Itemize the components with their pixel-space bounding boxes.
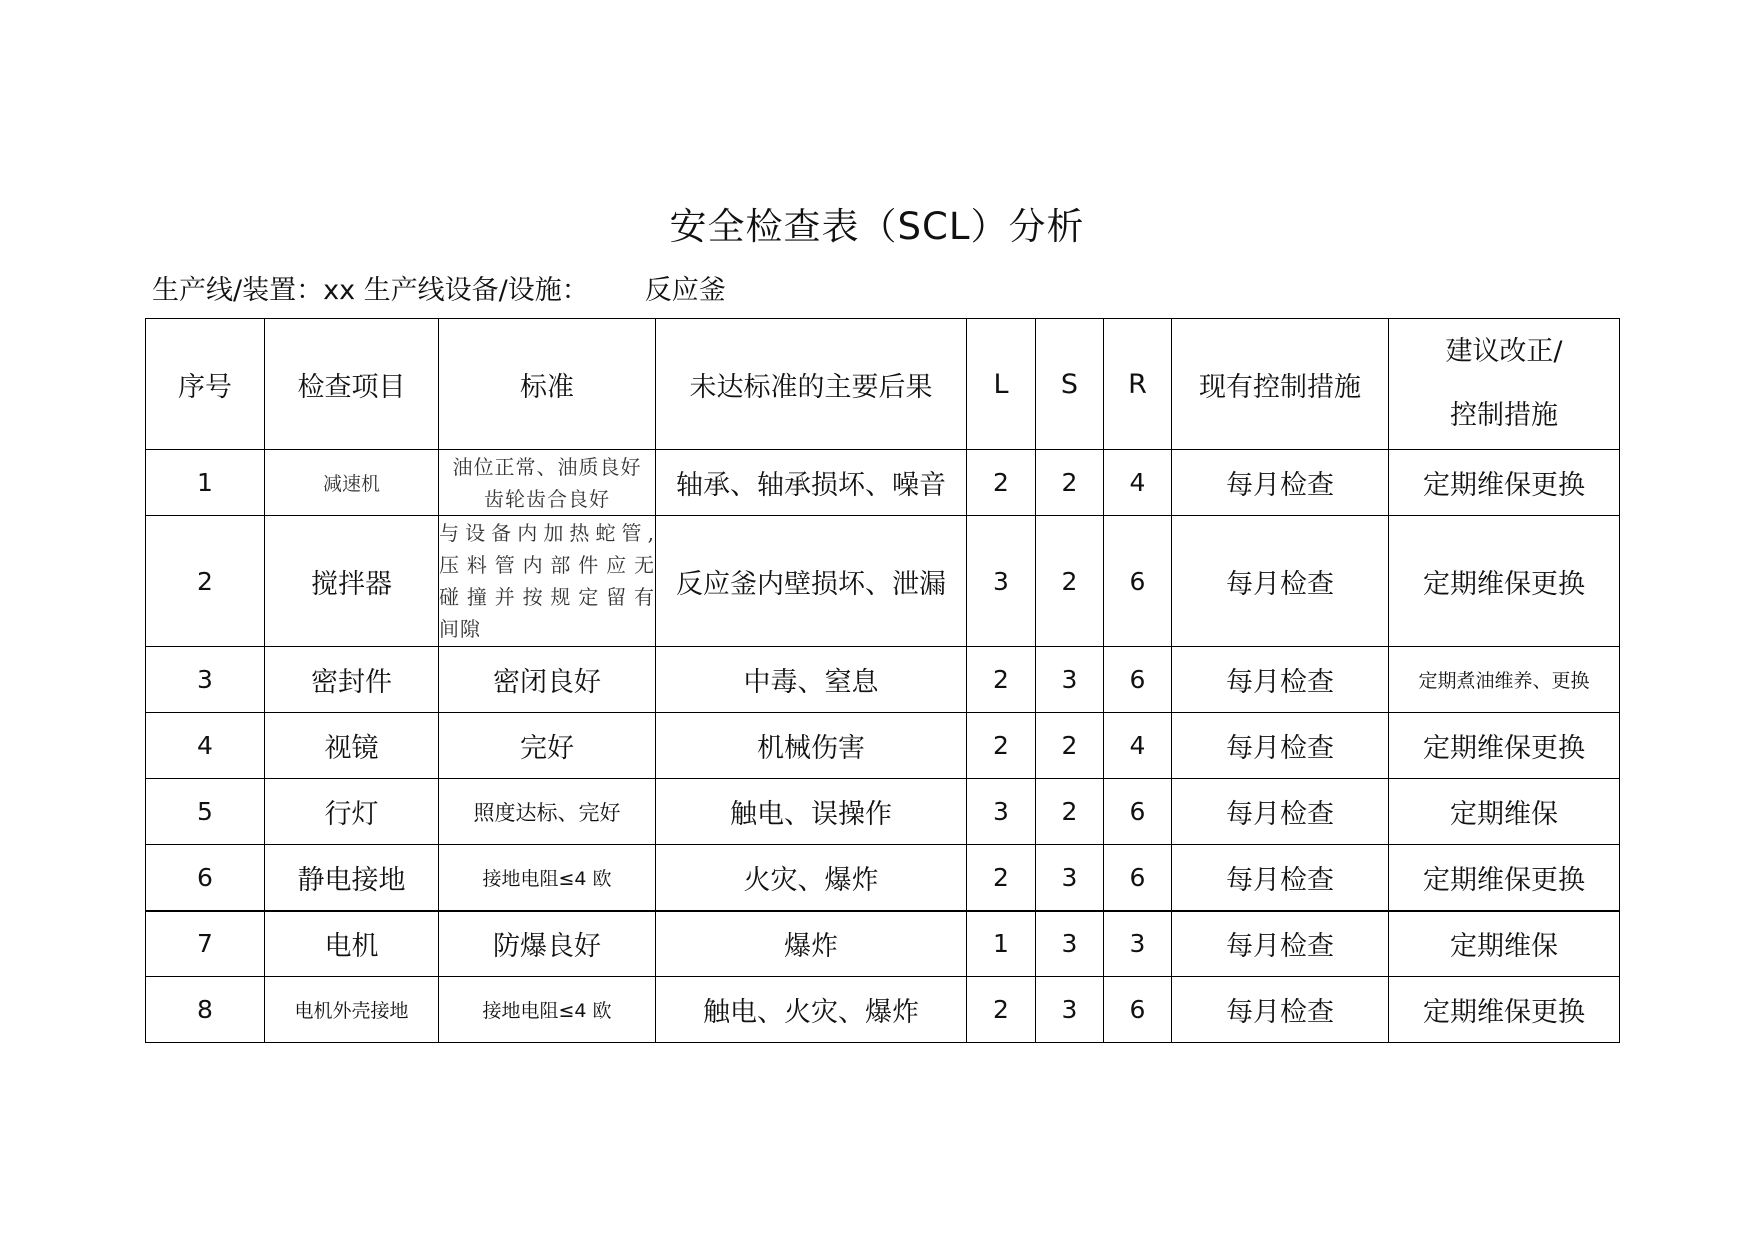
cell-s: 2 — [1036, 516, 1104, 647]
cell-item: 静电接地 — [265, 845, 439, 911]
cell-item: 搅拌器 — [265, 516, 439, 647]
cell-no: 2 — [146, 516, 265, 647]
cell-standard — [439, 450, 656, 516]
standard-line: 与设备内加热蛇管, — [439, 521, 655, 545]
cell-suggest: 定期维保 — [1389, 779, 1620, 845]
cell-suggest: 定期维保更换 — [1389, 516, 1620, 647]
cell-s: 3 — [1036, 647, 1104, 713]
cell-item: 视镜 — [265, 713, 439, 779]
cell-control: 每月检查 — [1172, 779, 1389, 845]
cell-suggest: 定期煮油维养、更换 — [1389, 647, 1620, 713]
cell-consequence: 爆炸 — [656, 911, 967, 977]
cell-item: 电机外壳接地 — [265, 977, 439, 1043]
table-row — [146, 779, 1620, 845]
cell-suggest: 定期维保更换 — [1389, 450, 1620, 516]
cell-standard: 防爆良好 — [439, 911, 656, 977]
cell-r: 6 — [1104, 845, 1172, 911]
cell-r: 6 — [1104, 647, 1172, 713]
cell-consequence: 中毒、窒息 — [656, 647, 967, 713]
cell-s: 3 — [1036, 911, 1104, 977]
cell-item: 电机 — [265, 911, 439, 977]
cell-control: 每月检查 — [1172, 911, 1389, 977]
header-l: L — [967, 319, 1036, 450]
cell-s: 2 — [1036, 713, 1104, 779]
cell-l: 1 — [967, 911, 1036, 977]
header-no: 序号 — [146, 319, 265, 450]
header-control: 现有控制措施 — [1172, 319, 1389, 450]
equipment-name: 反应釜 — [644, 275, 726, 306]
cell-l: 3 — [967, 516, 1036, 647]
cell-standard: 密闭良好 — [439, 647, 656, 713]
cell-l: 2 — [967, 450, 1036, 516]
cell-control: 每月检查 — [1172, 450, 1389, 516]
cell-r: 3 — [1104, 911, 1172, 977]
cell-suggest: 定期维保 — [1389, 911, 1620, 977]
cell-suggest: 定期维保更换 — [1389, 713, 1620, 779]
cell-consequence: 触电、误操作 — [656, 779, 967, 845]
line-device-label: 生产线/装置：xx 生产线设备/设施： — [152, 275, 589, 306]
cell-s: 3 — [1036, 977, 1104, 1043]
cell-control: 每月检查 — [1172, 647, 1389, 713]
table-row — [146, 845, 1620, 911]
cell-consequence: 轴承、轴承损坏、噪音 — [656, 450, 967, 516]
cell-l: 3 — [967, 779, 1036, 845]
cell-no: 6 — [146, 845, 265, 911]
cell-r: 6 — [1104, 779, 1172, 845]
cell-s: 3 — [1036, 845, 1104, 911]
cell-control: 每月检查 — [1172, 713, 1389, 779]
header-suggest-line1: 建议改正/ — [1445, 336, 1563, 367]
standard-line: 齿轮齿合良好 — [484, 486, 610, 511]
cell-standard: 接地电阻≤4 欧 — [439, 845, 656, 911]
cell-no: 3 — [146, 647, 265, 713]
cell-l: 2 — [967, 713, 1036, 779]
cell-r: 4 — [1104, 450, 1172, 516]
header-s: S — [1036, 319, 1104, 450]
cell-item: 密封件 — [265, 647, 439, 713]
cell-s: 2 — [1036, 779, 1104, 845]
page-title: 安全检查表（SCL）分析 — [669, 205, 1085, 248]
cell-suggest: 定期维保更换 — [1389, 845, 1620, 911]
table-row — [146, 977, 1620, 1043]
cell-consequence: 火灾、爆炸 — [656, 845, 967, 911]
cell-consequence: 机械伤害 — [656, 713, 967, 779]
cell-standard: 照度达标、完好 — [439, 779, 656, 845]
cell-standard: 接地电阻≤4 欧 — [439, 977, 656, 1043]
cell-control: 每月检查 — [1172, 516, 1389, 647]
cell-suggest: 定期维保更换 — [1389, 977, 1620, 1043]
cell-item: 行灯 — [265, 779, 439, 845]
cell-l: 2 — [967, 977, 1036, 1043]
cell-l: 2 — [967, 647, 1036, 713]
cell-control: 每月检查 — [1172, 845, 1389, 911]
cell-standard — [439, 516, 656, 647]
header-suggest-line2: 控制措施 — [1450, 400, 1558, 431]
cell-no: 4 — [146, 713, 265, 779]
subtitle-line — [152, 268, 726, 307]
cell-no: 8 — [146, 977, 265, 1043]
cell-r: 6 — [1104, 977, 1172, 1043]
header-item: 检查项目 — [265, 319, 439, 450]
standard-line: 碰撞并按规定留有 — [439, 585, 655, 609]
standard-line: 间隙 — [439, 617, 481, 641]
cell-consequence: 反应釜内壁损坏、泄漏 — [656, 516, 967, 647]
header-suggest — [1389, 319, 1620, 450]
standard-line: 油位正常、油质良好 — [452, 454, 642, 479]
cell-no: 7 — [146, 911, 265, 977]
header-r: R — [1104, 319, 1172, 450]
cell-control: 每月检查 — [1172, 977, 1389, 1043]
table-row — [146, 911, 1620, 977]
cell-r: 4 — [1104, 713, 1172, 779]
header-row — [146, 319, 1620, 450]
header-consequence: 未达标准的主要后果 — [656, 319, 967, 450]
table-row — [146, 450, 1620, 516]
cell-consequence: 触电、火灾、爆炸 — [656, 977, 967, 1043]
cell-standard: 完好 — [439, 713, 656, 779]
standard-line: 压料管内部件应无 — [439, 553, 655, 577]
scl-table — [145, 318, 1620, 1043]
cell-s: 2 — [1036, 450, 1104, 516]
cell-item: 减速机 — [265, 450, 439, 516]
table-row — [146, 516, 1620, 647]
cell-no: 5 — [146, 779, 265, 845]
header-standard: 标准 — [439, 319, 656, 450]
cell-no: 1 — [146, 450, 265, 516]
cell-l: 2 — [967, 845, 1036, 911]
cell-r: 6 — [1104, 516, 1172, 647]
table-row — [146, 713, 1620, 779]
table-row — [146, 647, 1620, 713]
